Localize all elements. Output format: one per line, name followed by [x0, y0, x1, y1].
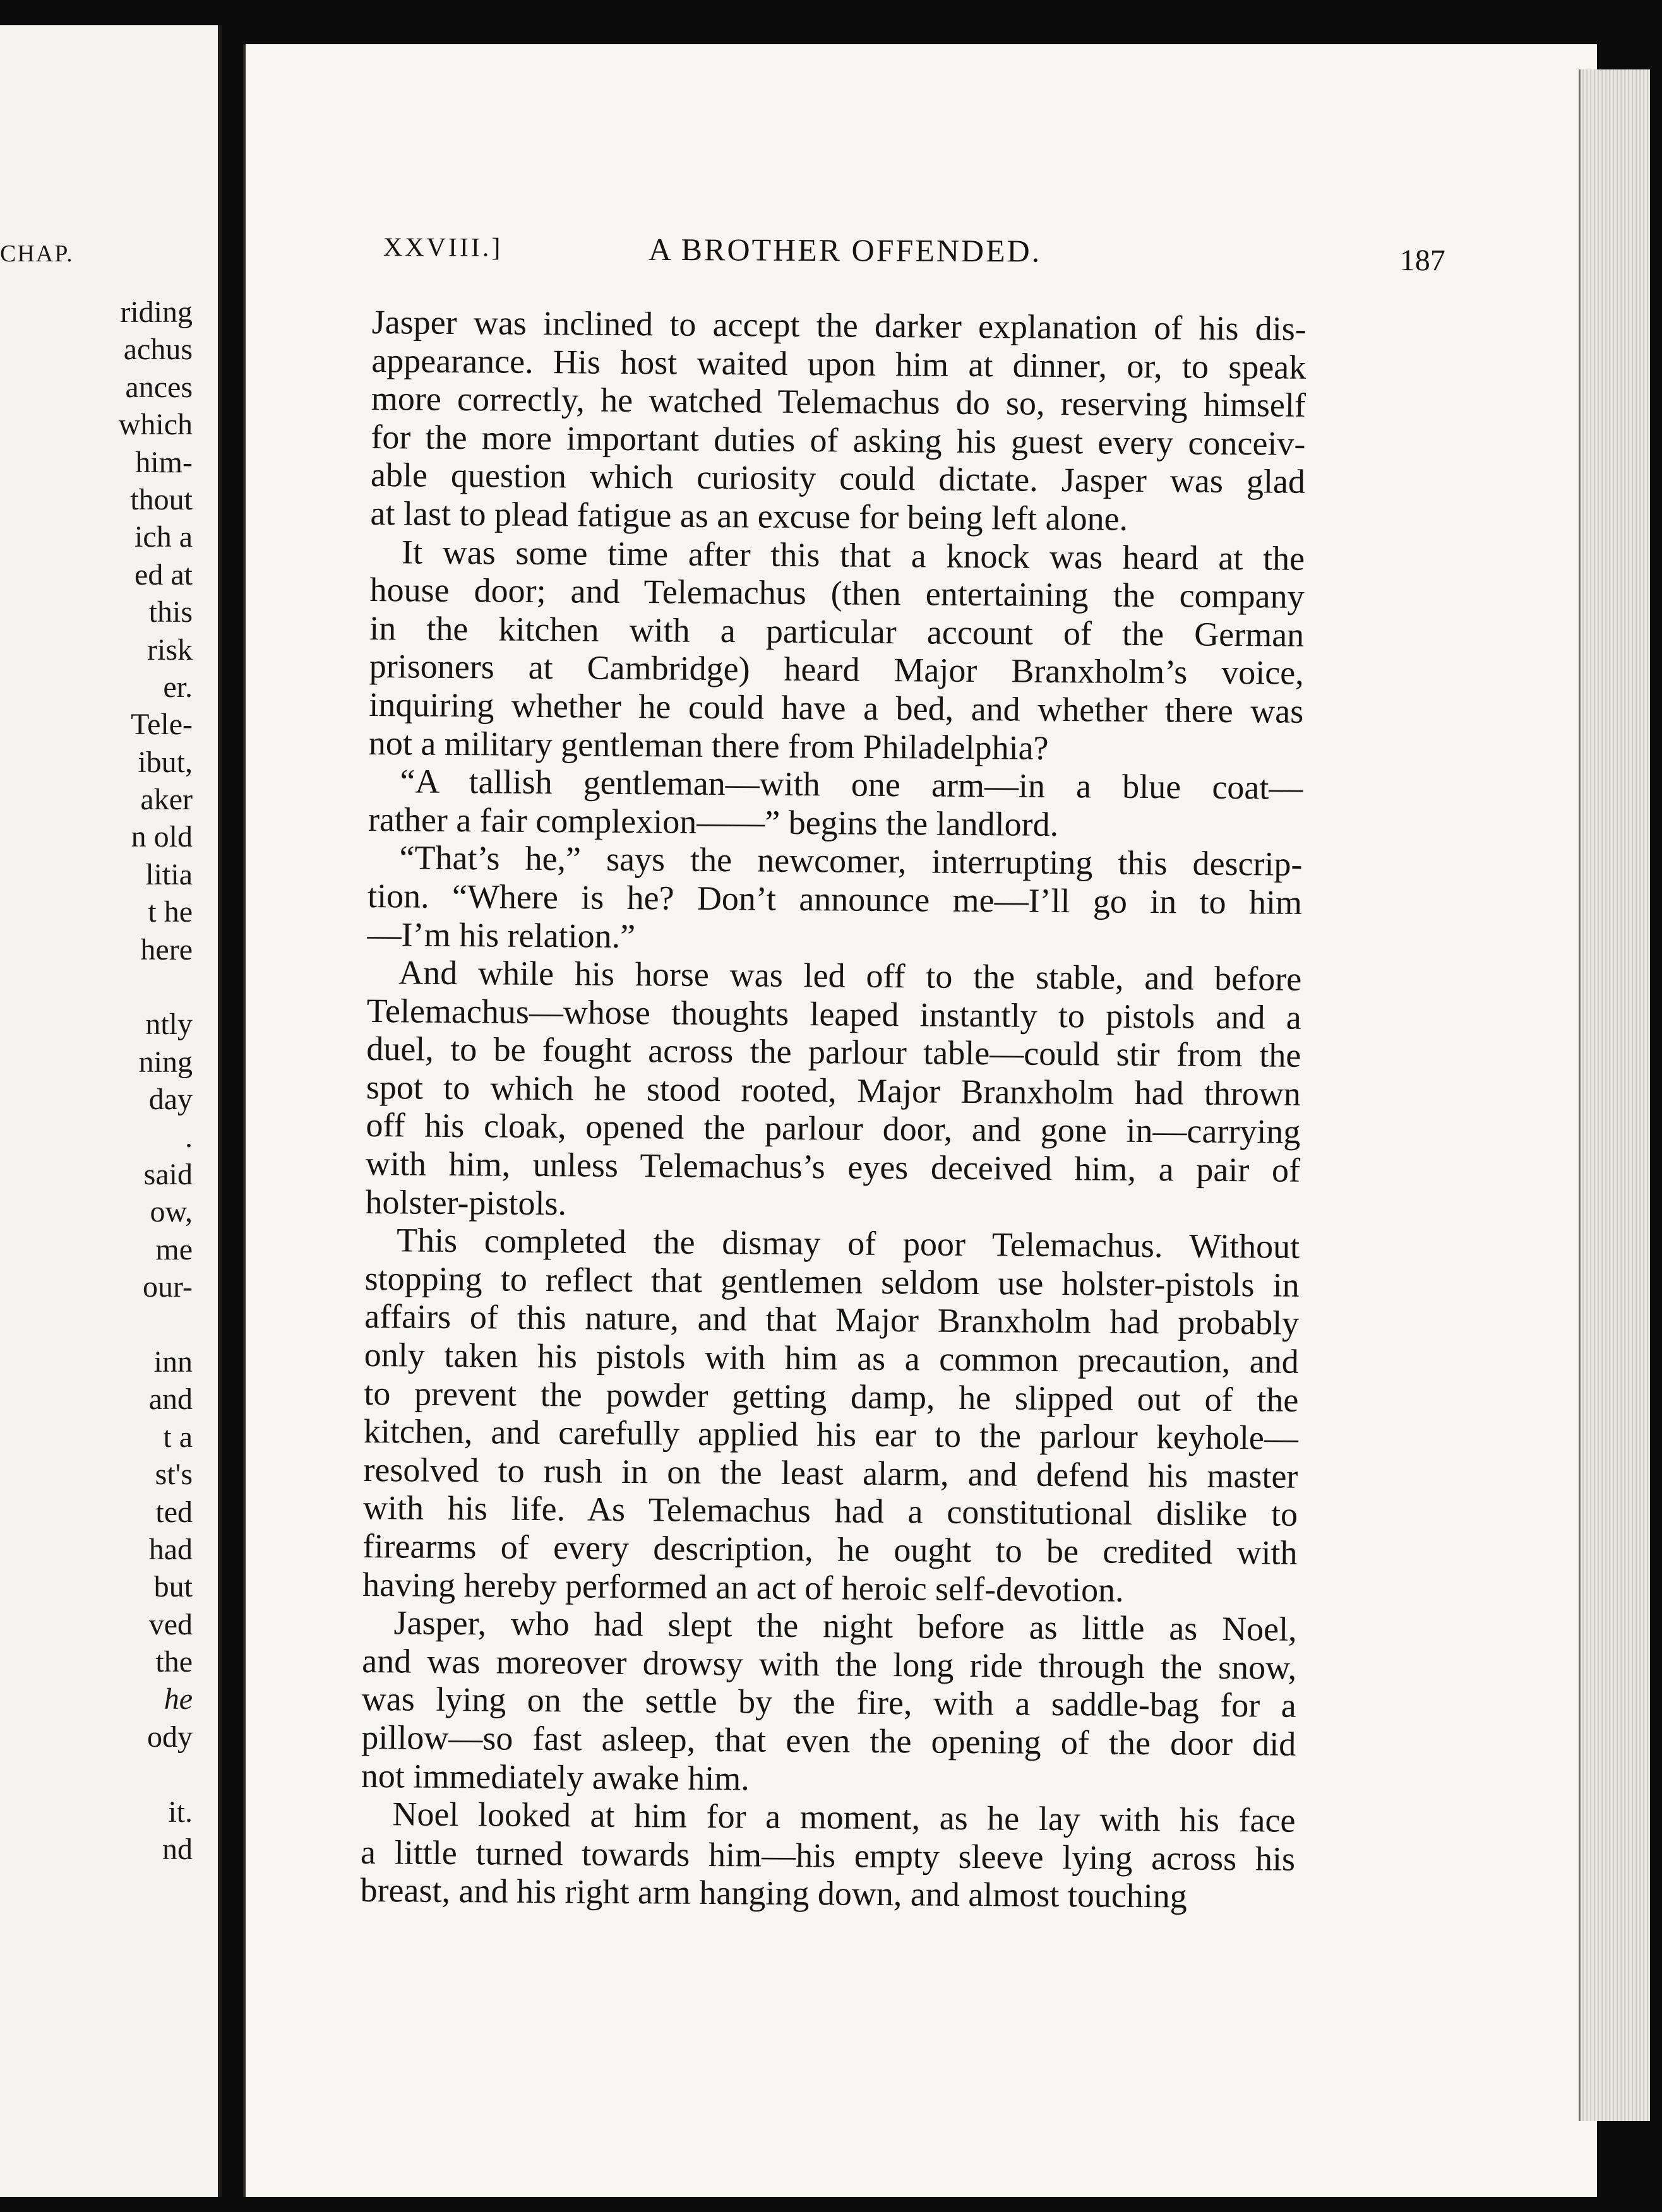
left-fragment-line: t he: [148, 895, 193, 929]
paragraph: [367, 838, 1302, 960]
page-body: [360, 303, 1306, 1917]
paragraph: [365, 953, 1301, 1228]
text-line: in the kitchen with a particular account of the German: [369, 609, 1305, 654]
paragraph: [362, 1221, 1300, 1610]
text-line: to prevent the powder getting damp, he slipped out of the: [364, 1374, 1299, 1419]
text-line: Jasper, who had slept the night before as little as Noel,: [393, 1603, 1297, 1648]
left-fragment-line: it.: [168, 1795, 193, 1829]
left-fragment-line: ed at: [135, 557, 193, 592]
paragraph: [361, 1603, 1297, 1802]
text-line: And while his horse was led off to the stable, and before: [398, 953, 1302, 998]
text-line: “A tallish gentleman—with one arm—in a blue coat—: [400, 762, 1303, 807]
text-line: breast, and his right arm hanging down, and almost touching: [360, 1871, 1188, 1915]
left-fragment-line: which: [118, 408, 193, 442]
text-line: kitchen, and carefully applied his ear to the parlour keyhole—: [363, 1412, 1299, 1458]
text-line: “That’s he,” says the newcomer, interrupting this descrip-: [399, 838, 1303, 884]
left-fragment-line: ances: [125, 370, 193, 404]
left-fragment-line: the: [155, 1645, 193, 1679]
text-line: off his cloak, opened the parlour door, and gone in—carrying: [366, 1106, 1301, 1151]
left-fragment-line: had: [148, 1532, 193, 1566]
left-fragment-line: aker: [140, 783, 193, 817]
text-line: pillow—so fast asleep, that even the opening of the door did: [361, 1718, 1296, 1763]
left-fragment-line: and: [148, 1382, 193, 1417]
left-fragment-line: litia: [145, 857, 193, 891]
left-fragment-line: t a: [163, 1420, 193, 1454]
left-fragment-line: achus: [123, 333, 193, 367]
left-fragment-line: day: [148, 1083, 193, 1117]
left-fragment-line: [0, 1306, 193, 1343]
left-fragment-line: er.: [163, 670, 193, 704]
left-fragment-line: ich a: [135, 520, 193, 554]
page-number: 187: [1399, 244, 1445, 278]
text-line: rather a fair complexion——” begins the landlord.: [368, 800, 1059, 843]
text-line: firearms of every description, he ought to be credited with: [362, 1526, 1298, 1572]
text-line: with his life. As Telemachus had a constitutional dislike to: [362, 1489, 1298, 1534]
text-line: stopping to reflect that gentlemen seldom use holster-pistols in: [364, 1259, 1300, 1304]
left-fragment-line: him-: [135, 445, 193, 479]
left-fragment-line: ning: [138, 1045, 193, 1079]
left-fragment-line: ibut,: [138, 745, 193, 779]
text-line: duel, to be fought across the parlour table—could stir from the: [366, 1030, 1301, 1075]
left-fragment-line: here: [140, 932, 193, 966]
chapter-marker: XXVIII.]: [383, 233, 503, 263]
text-line: Jasper was inclined to accept the darker explanation of his dis-: [371, 303, 1306, 348]
text-line: appearance. His host waited upon him at dinner, or, to speak: [371, 341, 1306, 386]
text-line: not a military gentleman there from Philadelphia?: [368, 723, 1049, 767]
running-header: [383, 232, 1583, 282]
text-line: tion. “Where is he? Don’t announce me—I’ll go in to him: [367, 876, 1303, 922]
text-line: resolved to rush in on the least alarm, and defend his master: [363, 1450, 1298, 1495]
text-line: Noel looked at him for a moment, as he lay with his face: [392, 1795, 1296, 1840]
left-fragment-line: [0, 1756, 193, 1793]
left-fragment-line: he: [164, 1682, 193, 1716]
left-fragment-line: our-: [142, 1270, 193, 1304]
text-line: This completed the dismay of poor Telemachus. Without: [396, 1221, 1300, 1266]
text-line: spot to which he stood rooted, Major Branxholm had thrown: [366, 1067, 1301, 1113]
text-line: holster-pistols.: [365, 1182, 567, 1222]
text-line: inquiring whether he could have a bed, and whether there was: [369, 685, 1304, 730]
text-line: and was moreover drowsy with the long ride through the snow,: [362, 1641, 1297, 1687]
text-line: not immediately awake him.: [361, 1756, 750, 1798]
text-line: having hereby performed an act of heroic self-devotion.: [362, 1565, 1124, 1609]
left-fragment-line: ted: [155, 1495, 193, 1529]
text-line: house door; and Telemachus (then entertaining the company: [369, 571, 1305, 615]
text-line: able question which curiosity could dictate. Jasper was glad: [370, 456, 1306, 501]
chapter-title: A BROTHER OFFENDED.: [648, 231, 1042, 269]
left-fragment-line: st's: [155, 1458, 193, 1492]
left-fragment-line: riding: [120, 295, 193, 329]
left-fragment-line: [0, 968, 193, 1006]
paragraph: [368, 762, 1303, 845]
text-line: a little turned towards him—his empty sleeve lying across his: [360, 1833, 1296, 1878]
text-line: with him, unless Telemachus’s eyes deceived him, a pair of: [365, 1145, 1301, 1189]
text-line: prisoners at Cambridge) heard Major Branxholm’s voice,: [369, 647, 1304, 693]
text-line: It was some time after this that a knock was heard at the: [401, 532, 1305, 578]
left-fragment-line: .: [185, 1120, 193, 1154]
text-line: was lying on the settle by the fire, with a saddle-bag for a: [361, 1680, 1296, 1725]
previous-page: [0, 25, 222, 2197]
left-fragment-line: ntly: [145, 1008, 193, 1042]
text-line: Telemachus—whose thoughts leaped instantly to pistols and a: [366, 991, 1301, 1037]
text-line: for the more important duties of asking his guest every conceiv-: [371, 417, 1306, 463]
left-fragment-line: ved: [148, 1607, 193, 1641]
left-fragment-line: risk: [147, 633, 193, 667]
left-fragment-line: this: [148, 595, 193, 629]
left-fragment-line: ody: [147, 1720, 193, 1754]
left-fragment-line: Tele-: [131, 708, 193, 742]
current-page: [243, 44, 1597, 2197]
paragraph: [369, 533, 1305, 769]
left-fragment-line: me: [155, 1232, 193, 1266]
text-line: more correctly, he watched Telemachus do so, reserving himself: [371, 379, 1306, 425]
page-edges: [1579, 69, 1650, 2121]
text-line: at last to plead fatigue as an excuse for being left alone.: [370, 494, 1128, 538]
text-line: —I’m his relation.”: [367, 915, 636, 955]
text-line: affairs of this nature, and that Major Branxholm had probably: [364, 1297, 1300, 1343]
left-page-text: [0, 294, 193, 1868]
left-fragment-line: inn: [153, 1345, 193, 1379]
paragraph: [360, 1795, 1295, 1917]
left-fragment-line: but: [153, 1570, 193, 1604]
text-line: only taken his pistols with him as a common precaution, and: [364, 1335, 1299, 1381]
left-fragment-line: nd: [162, 1833, 193, 1867]
left-running-head: CHAP.: [0, 241, 74, 267]
left-fragment-line: said: [143, 1157, 193, 1191]
left-fragment-line: thout: [130, 482, 193, 516]
paragraph: [370, 303, 1306, 539]
left-fragment-line: n old: [131, 820, 193, 854]
left-fragment-line: ow,: [150, 1195, 193, 1229]
